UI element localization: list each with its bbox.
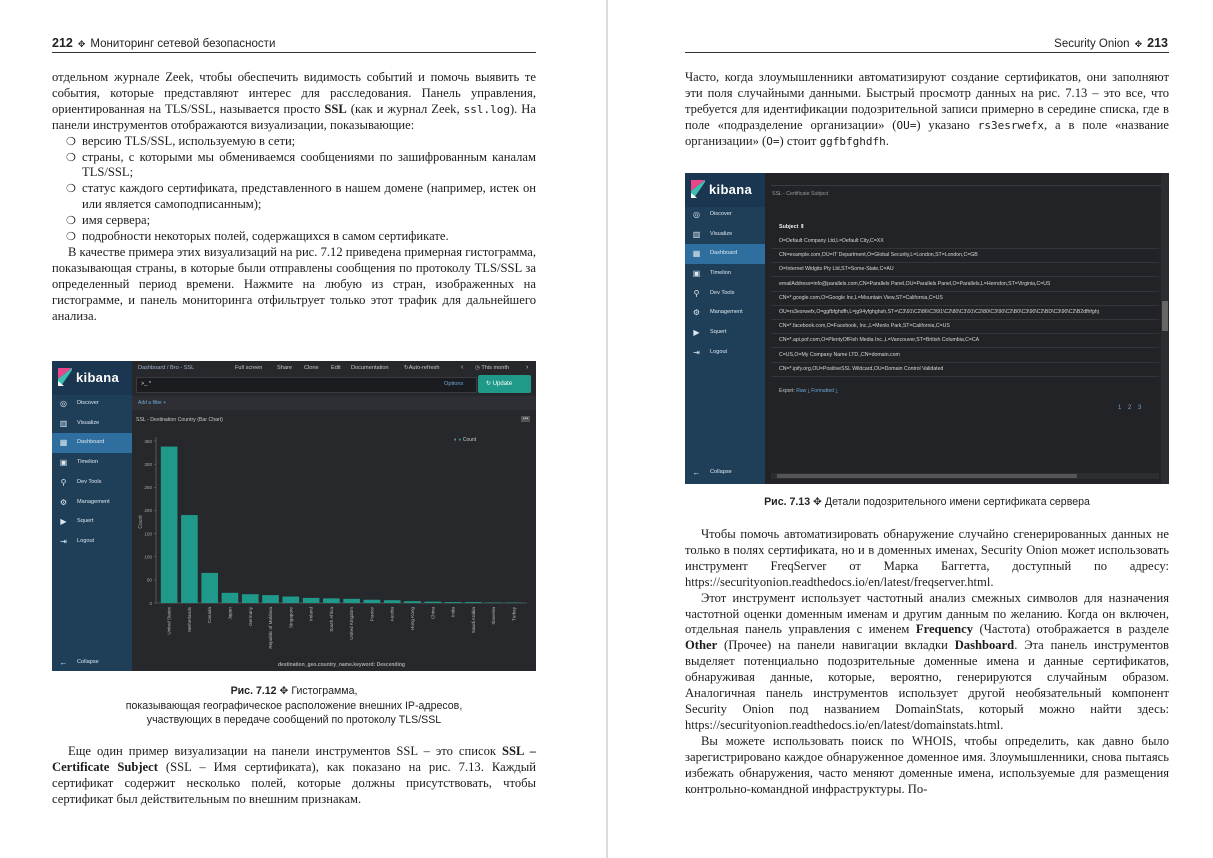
bar: [282, 597, 299, 603]
x-tick-label: Ireland: [308, 607, 314, 622]
bar: [181, 515, 198, 603]
certificate-subject-cell: CN=*.ipify.org,OU=PositiveSSL Wildcard,OU=Domain Control Validated: [779, 365, 944, 372]
sidebar-item-timelion[interactable]: ▣ Timelion: [59, 458, 98, 467]
gear-icon: ⚙: [59, 498, 68, 507]
bar: [384, 600, 401, 603]
circle-bullet-icon: ❍: [66, 230, 76, 244]
play-icon: ▶: [693, 328, 700, 337]
left-text-block: [52, 70, 536, 325]
dashboard-icon: ▦: [692, 249, 701, 258]
scrollbar-thumb[interactable]: [1162, 301, 1168, 331]
sidebar-item-logout[interactable]: ⇥ Logout: [693, 348, 728, 357]
menu-auto-refresh[interactable]: ↻Auto-refresh: [404, 365, 440, 371]
bullet-list: [52, 134, 536, 245]
legend-toggle-icon: ◐: [454, 437, 458, 443]
figure-7-12-screenshot: [52, 361, 536, 671]
update-button[interactable]: ↻ Update: [478, 375, 531, 393]
sidebar-collapse[interactable]: ← Collapse: [59, 658, 99, 667]
circle-bullet-icon: ❍: [66, 150, 76, 164]
kibana-logo: [52, 361, 132, 395]
table-row[interactable]: [771, 248, 1159, 263]
download-icon: ⤓: [807, 388, 810, 394]
running-title: Security Onion: [1054, 38, 1130, 50]
circle-bullet-icon: ❍: [66, 182, 76, 196]
query-input[interactable]: >_ * Options: [136, 377, 477, 393]
x-tick-label: United States: [166, 607, 172, 635]
y-tick-label: 250: [144, 485, 152, 491]
list-item: ❍ статус каждого сертификата, представленного в нашем домене (например, истек он или является самоподписанным);: [66, 181, 536, 212]
divider: [771, 185, 1161, 186]
scrollbar-thumb[interactable]: [777, 474, 1077, 478]
sidebar-item-management[interactable]: ⚙ Management: [692, 308, 743, 317]
x-tick-label: Canada: [207, 607, 213, 624]
menu-documentation[interactable]: Documentation: [351, 365, 389, 371]
right-bottom-text: [685, 527, 1169, 797]
breadcrumb[interactable]: Dashboard / Bro - SSL: [138, 365, 195, 371]
bar: [465, 602, 482, 603]
table-row[interactable]: [771, 291, 1159, 306]
compass-icon: ◎: [693, 210, 700, 219]
paragraph: В качестве примера этих визуализаций на рис. 7.12 приведена примерная гистограмма, показывающая страны, в которые были отправлены сообщения по протоколу TLS/SSL за определенный период времени. Нажмите на любую из стран, изображенных на гистограмме, и панель мониторинга отфильтрует только этот трафик для дальнейшего анализа.: [52, 244, 536, 323]
x-tick-label: Japan: [227, 607, 233, 620]
certificate-panel: [765, 173, 1169, 484]
play-icon: ▶: [60, 517, 67, 526]
menu-full-screen[interactable]: Full screen: [235, 365, 263, 371]
list-item: ❍ версию TLS/SSL, используемую в сети;: [66, 133, 296, 148]
menu-clone[interactable]: Clone: [304, 365, 319, 371]
chart-panel: [132, 413, 536, 671]
left-page-header: [52, 36, 275, 52]
right-page: [608, 0, 1213, 858]
clock-icon: ◷: [475, 365, 480, 371]
paragraph: отдельном журнале Zeek, чтобы обеспечить видимость событий и помочь выявить те события, которые представляют интерес для расследования. Панель управления, ориентированная на TLS/SSL, называется просто SSL (как и журнал Zeek, ssl.log). На панели инструментов отображаются визуализации, показывающие:: [52, 70, 536, 132]
x-tick-label: Austria: [389, 607, 395, 622]
bar: [404, 601, 421, 603]
x-tick-label: Turkey: [511, 607, 517, 621]
y-tick-label: 0: [149, 600, 152, 606]
kibana-logo-icon: [691, 180, 705, 198]
x-tick-label: Saudi Arabia: [470, 607, 476, 634]
bar-chart-icon: ▥: [59, 419, 68, 428]
pagination-page-1[interactable]: 1: [1118, 405, 1122, 411]
paragraph: Чтобы помочь автоматизировать обнаружение случайно сгенерированных данных не только в полях сертификата, но и в доменных именах, Security Onion может использовать инструмент FreqServer от Марка Баггетта, доступный по адресу: https://securityonion.readthedocs.io/en/latest/freqserver.html.: [685, 527, 1169, 589]
x-tick-label: France: [369, 607, 375, 622]
panel-title: SSL - Destination Country (Bar Chart): [136, 417, 223, 423]
y-tick-label: 300: [144, 461, 152, 467]
panel-title: SSL - Certificate Subject: [772, 191, 829, 197]
header-rule: [685, 52, 1169, 53]
timelion-icon: ▣: [59, 458, 68, 467]
sidebar-item-dashboard[interactable]: ▦ Dashboard: [52, 433, 132, 453]
menu-edit[interactable]: Edit: [331, 365, 341, 371]
x-tick-label: India: [450, 607, 456, 617]
sidebar-item-logout[interactable]: ⇥ Logout: [60, 537, 95, 546]
arrow-left-icon: ←: [692, 468, 701, 477]
right-page-header: [1048, 36, 1168, 52]
kibana-sidebar: [52, 361, 132, 671]
kibana-wordmark: kibana: [709, 182, 752, 197]
table-row[interactable]: [771, 319, 1159, 334]
x-tick-label: Germany: [247, 607, 253, 626]
refresh-icon: ↻: [486, 381, 492, 387]
list-item: ❍ подробности некоторых полей, содержащихся в самом сертификате.: [66, 229, 449, 244]
chart-legend[interactable]: ◐ ● Count: [454, 437, 477, 443]
pagination-page-3[interactable]: 3: [1138, 405, 1142, 411]
certificate-subject-cell: CN=*.facebook.com,O=Facebook, Inc.,L=Menlo Park,ST=California,C=US: [779, 323, 950, 330]
certificate-subject-cell: OU=rs3esrwefx,O=ggfbfghdfh,L=jg94yfghghsh,ST=\C3\91\C2\86\C3\91\C2\80\C3\91\C2\80\C3\90\C2\B0\C3\90\C2\BD\C3\90\C2\B2dfhfghj: [779, 309, 1099, 315]
diamond-icon: ✥: [1134, 39, 1143, 49]
wrench-icon: ⚲: [693, 289, 700, 298]
table-row[interactable]: [771, 234, 1159, 249]
arrow-left-icon: ←: [59, 658, 68, 667]
table-row[interactable]: [771, 362, 1159, 377]
add-filter-link[interactable]: Add a filter +: [138, 400, 167, 406]
sidebar-collapse[interactable]: ← Collapse: [692, 468, 732, 477]
x-tick-label: Slovenia: [491, 607, 497, 625]
kibana-wordmark: kibana: [76, 370, 119, 385]
bar: [222, 593, 239, 603]
export-row: Export: Raw ⤓ Formatted ⤓: [779, 388, 838, 394]
table-row[interactable]: [771, 333, 1159, 348]
y-tick-label: 100: [144, 554, 152, 560]
header-rule: [52, 52, 536, 53]
sidebar-item-dashboard[interactable]: ▦ Dashboard: [685, 244, 765, 264]
kibana-sidebar: [685, 173, 765, 484]
x-axis-label: destination_geo.country_name.keyword: Descending: [278, 662, 405, 668]
y-axis-label: Count: [138, 515, 144, 529]
page-number: 212: [52, 36, 73, 50]
certificate-subject-cell: C=US,O=My Company Name LTD.,CN=domain.com: [779, 351, 900, 358]
sidebar-item-dev-tools[interactable]: ⚲ Dev Tools: [60, 478, 102, 487]
sidebar-item-visualize[interactable]: ▥ Visualize: [59, 419, 100, 428]
sidebar-item-discover[interactable]: ◎ Discover: [60, 399, 99, 408]
wrench-icon: ⚲: [60, 478, 67, 487]
y-tick-label: 50: [146, 577, 152, 583]
table-row[interactable]: [771, 305, 1159, 320]
circle-bullet-icon: ❍: [66, 134, 76, 148]
bar-chart-icon: ▥: [692, 230, 701, 239]
sidebar-item-squert[interactable]: ▶ Squert: [60, 517, 94, 526]
paragraph: Еще один пример визуализации на панели инструментов SSL – это список SSL – Certificate Subject (SSL – Имя сертификата), как показано на рис. 7.13. Каждый сертификат содержит несколько полей, которые должны присутствовать, чтобы сертификат был действительным по внешним признакам.: [52, 744, 536, 806]
pagination-page-2[interactable]: 2: [1128, 405, 1132, 411]
vertical-scrollbar[interactable]: [1161, 173, 1169, 484]
refresh-icon: ↻: [404, 365, 409, 371]
certificate-subject-cell: O=Default Company Ltd,L=Default City,C=XX: [779, 238, 884, 244]
bar: [242, 594, 259, 603]
bar: [262, 595, 279, 603]
table-row[interactable]: [771, 277, 1159, 292]
right-top-text: [685, 70, 1169, 150]
bar: [485, 603, 502, 604]
bar: [424, 602, 441, 603]
sidebar-item-dev-tools[interactable]: ⚲ Dev Tools: [693, 289, 735, 298]
sidebar-item-visualize[interactable]: ▥ Visualize: [692, 230, 733, 239]
kibana-logo: [685, 173, 765, 207]
left-bottom-text: [52, 744, 536, 808]
y-tick-label: 350: [144, 438, 152, 444]
sidebar-item-discover[interactable]: ◎ Discover: [693, 210, 732, 219]
certificate-subject-cell: CN=example.com,OU=IT Department,O=Global Security,L=London,ST=London,C=GB: [779, 252, 978, 259]
options-link[interactable]: Options: [444, 381, 464, 387]
menu-time-range[interactable]: ◷ This month: [475, 365, 510, 371]
y-tick-label: 200: [144, 508, 152, 514]
filter-bar: [132, 396, 536, 410]
paragraph: Часто, когда злоумышленники автоматизируют создание сертификатов, они заполняют эти поля случайными данными. Быстрый просмотр данных на рис. 7.13 – это все, что требуется для идентификации подозрительной записи примерно в середине списка, где в поле «подразделение организации» (OU=) указано rs3esrwefx, а в поле «название организации» (O=) стоит ggfbfghdfh.: [685, 70, 1169, 148]
bar: [445, 602, 462, 603]
sidebar-item-squert[interactable]: ▶ Squert: [693, 328, 727, 337]
certificate-subject-cell: CN=*.google.com,O=Google Inc,L=Mountain View,ST=California,C=US: [779, 294, 943, 301]
download-icon: ⤓: [835, 388, 838, 394]
list-item: ❍ имя сервера;: [66, 213, 151, 228]
figure-7-12-caption: Рис. 7.12 ✥ Гистограмма, показывающая географическое расположение внешних IP-адресов, участвующих в передаче сообщений по протоколу TLS/SSL: [125, 685, 463, 726]
panel-menu-button[interactable]: •••: [523, 416, 529, 422]
horizontal-scrollbar[interactable]: [771, 473, 1159, 479]
bar: [343, 599, 360, 603]
x-tick-label: Netherlands: [186, 607, 192, 632]
logout-icon: ⇥: [60, 537, 67, 546]
bar-chart: [132, 413, 536, 671]
export-raw-link[interactable]: Raw ⤓: [796, 388, 810, 394]
bar: [323, 598, 340, 603]
x-tick-label: Hong Kong: [409, 607, 415, 630]
x-tick-label: Republic of Moldova: [268, 607, 274, 649]
dashboard-icon: ▦: [59, 438, 68, 447]
paragraph: Вы можете использовать поиск по WHOIS, чтобы определить, как давно было зарегистрировано каждое обнаруженное доменное имя. Злоумышленники, снова пытаясь избежать обнаружения, часто меняют доменные имена, используемые для размещения контрольно-командной инфраструктуры. По-: [685, 733, 1169, 796]
chevron-left-icon[interactable]: ‹: [461, 364, 464, 371]
certificate-subject-cell: emailAddress=info@parallels.com,CN=Parallels Panel,OU=Parallels Panel,O=Parallels,L=Herndon,ST=Virginia,C=US: [779, 280, 1051, 287]
page-number: 213: [1147, 36, 1168, 50]
timelion-icon: ▣: [692, 269, 701, 278]
legend-dot-icon: ●: [458, 437, 462, 443]
export-formatted-link[interactable]: Formatted ⤓: [811, 388, 838, 394]
x-tick-label: Singapore: [288, 607, 294, 628]
x-tick-label: China: [430, 607, 436, 620]
bar: [303, 598, 320, 603]
bar: [506, 603, 523, 604]
sidebar-item-management[interactable]: ⚙ Management: [59, 498, 110, 507]
sidebar-item-timelion[interactable]: ▣ Timelion: [692, 269, 731, 278]
bar: [364, 600, 381, 603]
gear-icon: ⚙: [692, 308, 701, 317]
list-item: ❍ страны, с которыми мы обмениваемся сообщениями по зашифрованным каналам TLS/SSL;: [66, 149, 536, 180]
bar: [201, 573, 218, 603]
logout-icon: ⇥: [693, 348, 700, 357]
diamond-icon: ✥: [813, 496, 822, 508]
circle-bullet-icon: ❍: [66, 214, 76, 228]
diamond-icon: ✥: [279, 685, 289, 697]
diamond-icon: ✥: [77, 39, 86, 49]
table-row[interactable]: [771, 348, 1159, 363]
sort-icon: ⇕: [799, 224, 805, 230]
table-row[interactable]: [771, 262, 1159, 277]
x-tick-label: South Africa: [328, 607, 334, 632]
menu-share[interactable]: Share: [277, 365, 292, 371]
certificate-subject-cell: O=Internet Widgits Pty Ltd,ST=Some-State,C=AU: [779, 266, 894, 273]
running-title: Мониторинг сетевой безопасности: [90, 38, 276, 50]
paragraph: Этот инструмент использует частотный анализ смежных символов для назначения частотной оценки доменным именам и другим данным по желанию. Когда он включен, отдельная панель управления с именем Frequency (Частота) отображается в разделе Other (Прочее) на панели навигации вкладки Dashboard. Эта панель инструментов выделяет потенциально подозрительные доменные имена и данные сертификатов, обнаруживая данные, которые, вероятно, генерируются случайным образом. Аналогичная панель инструментов использует другой необязательный компонент Security Onion под названием DomainStats, который можно найти здесь: https://securityonion.readthedocs.io/en/latest/domainstats.html.: [685, 590, 1169, 732]
compass-icon: ◎: [60, 399, 67, 408]
y-tick-label: 150: [144, 531, 152, 537]
figure-7-13-screenshot: [685, 173, 1169, 484]
bar: [161, 447, 178, 603]
chevron-right-icon[interactable]: ›: [526, 364, 529, 371]
column-header-subject[interactable]: Subject ⇕: [779, 224, 805, 230]
figure-7-13-caption: Рис. 7.13 ✥ Детали подозрительного имени сертификата сервера: [764, 496, 1090, 508]
kibana-logo-icon: [58, 368, 72, 386]
certificate-subject-cell: CN=*.api.pof.com,O=PlentyOfFish Media Inc.,L=Vancouver,ST=British Columbia,C=CA: [779, 337, 980, 344]
x-tick-label: United Kingdom: [349, 607, 355, 640]
